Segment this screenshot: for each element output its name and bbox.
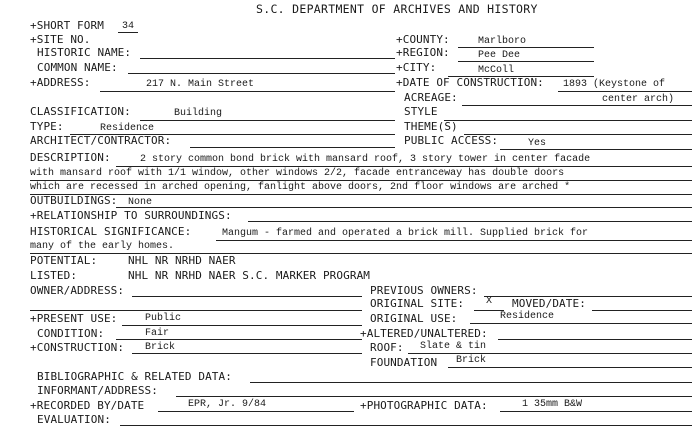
description-line-2: with mansard roof with 1/1 window, other windows 2/2, facade entranceway has double doors bbox=[30, 168, 565, 179]
altered-label: +ALTERED/UNALTERED: bbox=[360, 327, 488, 340]
public-access-label: PUBLIC ACCESS: bbox=[404, 134, 499, 147]
county-value: Marlboro bbox=[478, 36, 527, 47]
original-site-label: ORIGINAL SITE: bbox=[370, 297, 465, 310]
recorded-by-label: +RECORDED BY/DATE bbox=[30, 399, 145, 412]
informant-label: INFORMANT/ADDRESS: bbox=[37, 384, 159, 397]
construction-line bbox=[132, 353, 362, 354]
date-of-construction-value: 1893 (Keystone of bbox=[563, 79, 666, 90]
short-form-line bbox=[118, 32, 138, 33]
owner-address-label: OWNER/ADDRESS: bbox=[30, 284, 125, 297]
foundation-label: FOUNDATION bbox=[370, 356, 438, 369]
informant-line bbox=[176, 396, 692, 397]
date-of-construction-line bbox=[558, 91, 692, 92]
description-line-3: which are recessed in arched opening, fanlight above doors, 2nd floor windows are arched * bbox=[30, 182, 571, 193]
architect-line bbox=[190, 147, 395, 148]
evaluation-label: EVALUATION: bbox=[37, 413, 111, 426]
roof-value: Slate & tin bbox=[420, 341, 487, 352]
architect-label: ARCHITECT/CONTRACTOR: bbox=[30, 134, 172, 147]
significance-line-1: Mangum - farmed and operated a brick mill. Supplied brick for bbox=[222, 228, 589, 239]
historical-significance-label: HISTORICAL SIGNIFICANCE: bbox=[30, 225, 192, 238]
altered-line bbox=[498, 339, 692, 340]
moved-date-line bbox=[592, 310, 692, 311]
owner-address-line-2 bbox=[30, 310, 362, 311]
region-line bbox=[458, 61, 594, 62]
previous-owners-label: PREVIOUS OWNERS: bbox=[370, 284, 478, 297]
description-line-1: 2 story common bond brick with mansard roof, 3 story tower in center facade bbox=[140, 154, 591, 165]
date-of-construction-label: +DATE OF CONSTRUCTION: bbox=[396, 76, 544, 89]
address-value: 217 N. Main Street bbox=[146, 79, 255, 90]
present-use-value: Public bbox=[145, 313, 182, 324]
city-value: McColl bbox=[478, 65, 515, 76]
region-value: Pee Dee bbox=[478, 50, 521, 61]
listed-label: LISTED: bbox=[30, 269, 78, 282]
significance-line-2: many of the early homes. bbox=[30, 241, 175, 252]
foundation-value: Brick bbox=[456, 355, 487, 366]
short-form-number: 34 bbox=[122, 21, 135, 32]
description-underline-3 bbox=[30, 194, 692, 195]
condition-line bbox=[116, 339, 362, 340]
condition-label: CONDITION: bbox=[37, 327, 105, 340]
foundation-line bbox=[448, 367, 692, 368]
recorded-by-value: EPR, Jr. 9/84 bbox=[188, 399, 267, 410]
evaluation-line bbox=[120, 425, 692, 426]
potential-label: POTENTIAL: bbox=[30, 254, 98, 267]
site-no-label: +SITE NO. bbox=[30, 33, 91, 46]
bibliographic-label: BIBLIOGRAPHIC & RELATED DATA: bbox=[37, 370, 232, 383]
outbuildings-line bbox=[116, 207, 692, 208]
description-label: DESCRIPTION: bbox=[30, 151, 111, 164]
classification-value: Building bbox=[174, 108, 223, 119]
classification-line bbox=[140, 120, 395, 121]
acreage-label: ACREAGE: bbox=[404, 91, 458, 104]
condition-value: Fair bbox=[145, 328, 170, 339]
recorded-by-line bbox=[158, 411, 354, 412]
style-label: STYLE bbox=[404, 105, 438, 118]
relationship-label: +RELATIONSHIP TO SURROUNDINGS: bbox=[30, 209, 232, 222]
style-line bbox=[444, 120, 692, 121]
historic-name-label: HISTORIC NAME: bbox=[37, 46, 132, 59]
address-line bbox=[100, 91, 395, 92]
roof-line bbox=[408, 353, 692, 354]
themes-label: THEME(S) bbox=[404, 120, 458, 133]
form-title: S.C. DEPARTMENT OF ARCHIVES AND HISTORY bbox=[256, 2, 538, 16]
common-name-label: COMMON NAME: bbox=[37, 61, 118, 74]
construction-label: +CONSTRUCTION: bbox=[30, 341, 125, 354]
bibliographic-line bbox=[250, 382, 692, 383]
original-site-value: X bbox=[486, 296, 493, 307]
significance-underline-1 bbox=[216, 240, 692, 241]
city-label: +CITY: bbox=[396, 61, 437, 74]
classification-label: CLASSIFICATION: bbox=[30, 105, 131, 118]
type-value: Residence bbox=[100, 123, 155, 134]
photographic-line bbox=[500, 411, 692, 412]
public-access-value: Yes bbox=[528, 138, 547, 149]
description-underline-2 bbox=[30, 180, 692, 181]
common-name-line bbox=[128, 73, 395, 74]
county-line bbox=[458, 47, 594, 48]
outbuildings-value: None bbox=[128, 197, 153, 208]
date-of-construction-value-cont: center arch) bbox=[602, 94, 675, 105]
outbuildings-label: OUTBUILDINGS: bbox=[30, 194, 118, 207]
owner-address-line bbox=[132, 296, 362, 297]
acreage-line bbox=[462, 105, 692, 106]
present-use-line bbox=[122, 325, 362, 326]
short-form-label: +SHORT FORM bbox=[30, 19, 104, 32]
present-use-label: +PRESENT USE: bbox=[30, 312, 118, 325]
historic-name-line bbox=[140, 58, 395, 59]
original-use-line bbox=[470, 323, 692, 324]
construction-value: Brick bbox=[145, 342, 176, 353]
description-underline-1 bbox=[116, 166, 692, 167]
potential-options: NHL NR NRHD NAER bbox=[128, 254, 236, 267]
original-use-value: Residence bbox=[500, 311, 555, 322]
original-use-label: ORIGINAL USE: bbox=[370, 312, 458, 325]
moved-date-label: MOVED/DATE: bbox=[512, 297, 586, 310]
listed-options: NHL NR NRHD NAER S.C. MARKER PROGRAM bbox=[128, 269, 371, 282]
type-label: TYPE: bbox=[30, 120, 64, 133]
public-access-line bbox=[500, 149, 692, 150]
themes-line bbox=[464, 134, 692, 135]
roof-label: ROOF: bbox=[370, 341, 404, 354]
relationship-line bbox=[248, 221, 692, 222]
photographic-label: +PHOTOGRAPHIC DATA: bbox=[360, 399, 488, 412]
address-label: +ADDRESS: bbox=[30, 76, 91, 89]
region-label: +REGION: bbox=[396, 46, 450, 59]
county-label: +COUNTY: bbox=[396, 33, 450, 46]
photographic-value: 1 35mm B&W bbox=[522, 399, 583, 410]
